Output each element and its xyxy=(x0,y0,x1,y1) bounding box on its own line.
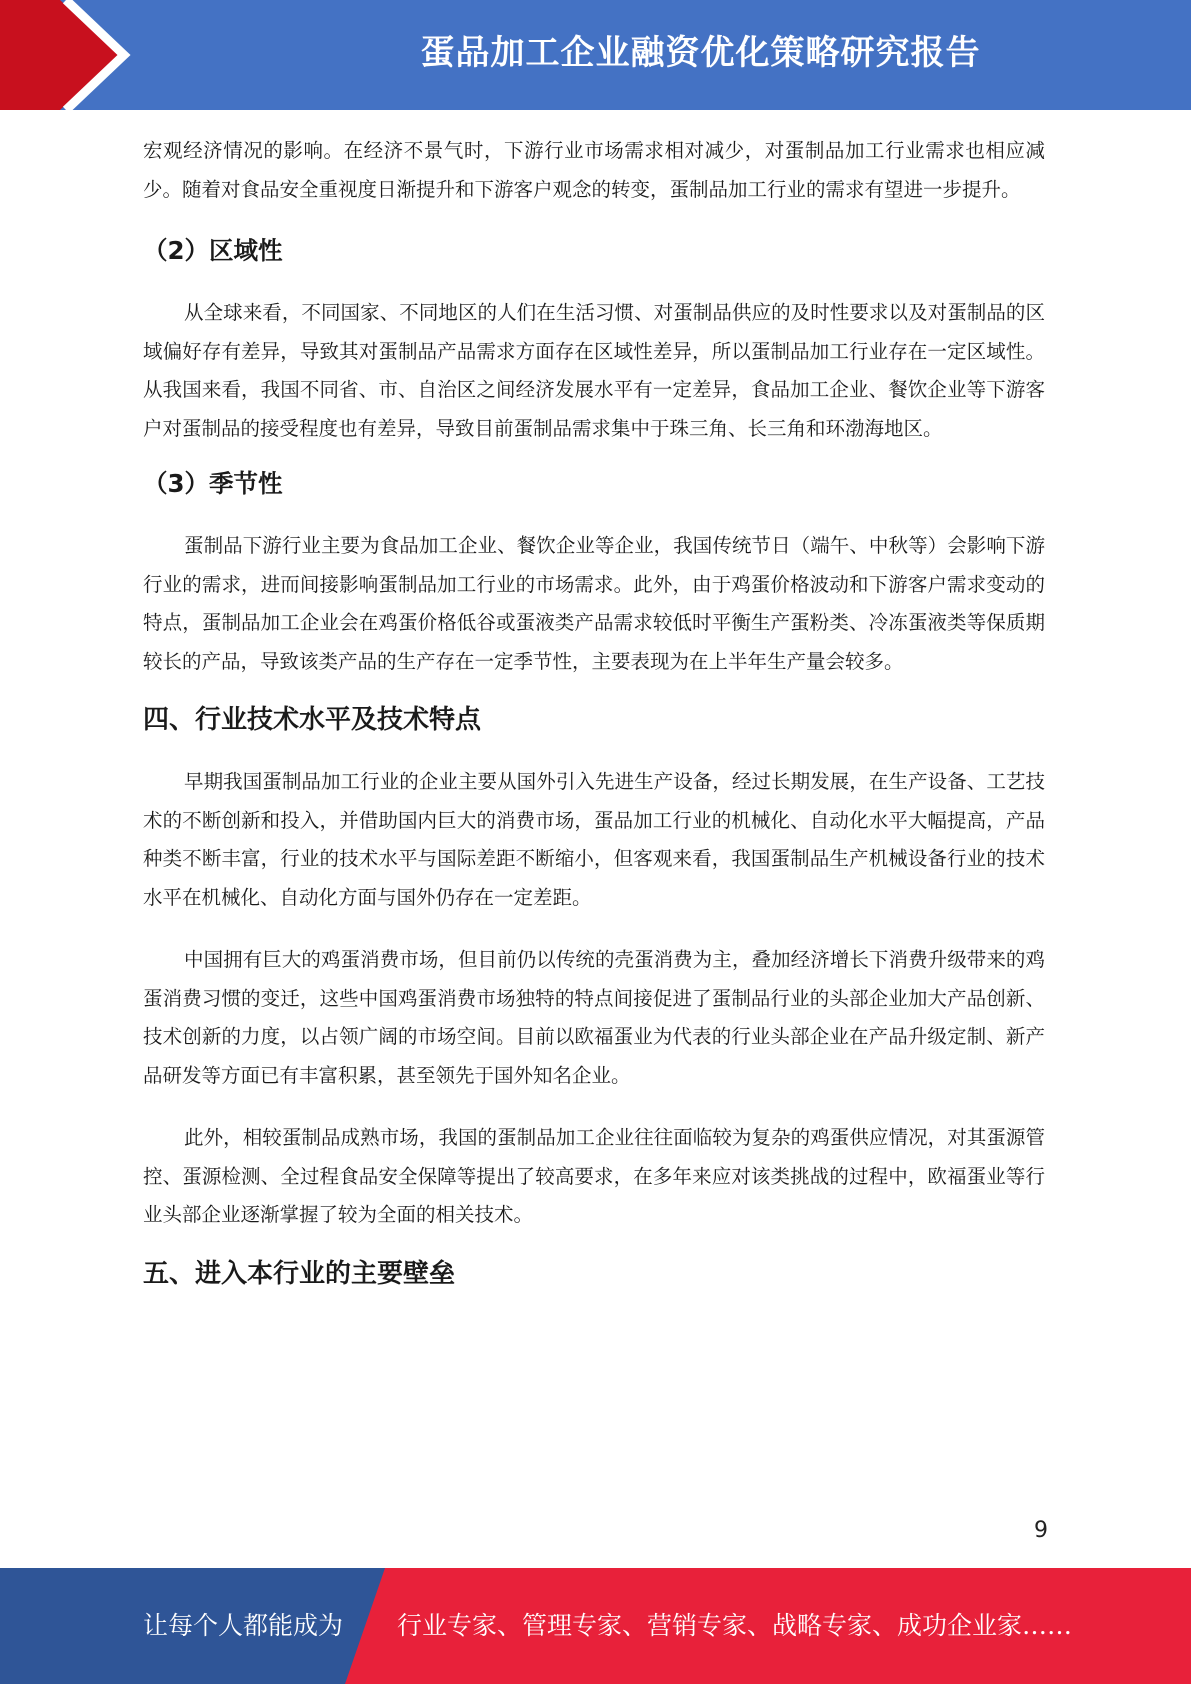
paragraph-technology-2: 中国拥有巨大的鸡蛋消费市场，但目前仍以传统的壳蛋消费为主，叠加经济增长下消费升级带来的鸡蛋消费习惯的变迁，这些中国鸡蛋消费市场独特的特点间接促进了蛋制品行业的头部企业加大产品创新、技术创新的力度，以占领广阔的市场空间。目前以欧福蛋业为代表的行业头部企业在产品升级定制、新产品研发等方面已有丰富积累，甚至领先于国外知名企业。 xyxy=(143,948,1045,1087)
header-arrow-decoration xyxy=(0,0,150,110)
heading-barriers: 五、进入本行业的主要壁垒 xyxy=(143,1258,456,1289)
paragraph-intro: 宏观经济情况的影响。在经济不景气时，下游行业市场需求相对减少，对蛋制品加工行业需求也相应减少。随着对食品安全重视度日渐提升和下游客户观念的转变，蛋制品加工行业的需求有望进一步提升。 xyxy=(143,139,1045,201)
report-title: 蛋品加工企业融资优化策略研究报告 xyxy=(420,33,981,73)
paragraph-regional: 从全球来看，不同国家、不同地区的人们在生活习惯、对蛋制品供应的及时性要求以及对蛋制品的区域偏好存有差异，导致其对蛋制品产品需求方面存在区域性差异，所以蛋制品加工行业存在一定区域性。从我国来看，我国不同省、市、自治区之间经济发展水平有一定差异，食品加工企业、餐饮企业等下游客户对蛋制品的接受程度也有差异，导致目前蛋制品需求集中于珠三角、长三角和环渤海地区。 xyxy=(143,301,1045,440)
heading-regional: （2）区域性 xyxy=(143,236,283,265)
page-body xyxy=(143,132,1045,1291)
page-footer xyxy=(0,1568,1191,1684)
page-header xyxy=(0,0,1191,110)
page-number: 9 xyxy=(1034,1518,1048,1543)
heading-seasonal: （3）季节性 xyxy=(143,469,283,498)
footer-slogan-left: 让每个人都能成为 xyxy=(143,1611,344,1640)
paragraph-technology-1: 早期我国蛋制品加工行业的企业主要从国外引入先进生产设备，经过长期发展，在生产设备、工艺技术的不断创新和投入，并借助国内巨大的消费市场，蛋品加工行业的机械化、自动化水平大幅提高，产品种类不断丰富，行业的技术水平与国际差距不断缩小，但客观来看，我国蛋制品生产机械设备行业的技术水平在机械化、自动化方面与国外仍存在一定差距。 xyxy=(143,770,1045,909)
heading-technology: 四、行业技术水平及技术特点 xyxy=(143,705,482,735)
paragraph-seasonal: 蛋制品下游行业主要为食品加工企业、餐饮企业等企业，我国传统节日（端午、中秋等）会影响下游行业的需求，进而间接影响蛋制品加工行业的市场需求。此外，由于鸡蛋价格波动和下游客户需求变动的特点，蛋制品加工企业会在鸡蛋价格低谷或蛋液类产品需求较低时平衡生产蛋粉类、冷冻蛋液类等保质期较长的产品，导致该类产品的生产存在一定季节性，主要表现为在上半年生产量会较多。 xyxy=(143,534,1045,673)
footer-slogan-right: 行业专家、管理专家、营销专家、战略专家、成功企业家…… xyxy=(397,1611,1073,1640)
paragraph-technology-3: 此外，相较蛋制品成熟市场，我国的蛋制品加工企业往往面临较为复杂的鸡蛋供应情况，对其蛋源管控、蛋源检测、全过程食品安全保障等提出了较高要求，在多年来应对该类挑战的过程中，欧福蛋业等行业头部企业逐渐掌握了较为全面的相关技术。 xyxy=(143,1126,1045,1226)
